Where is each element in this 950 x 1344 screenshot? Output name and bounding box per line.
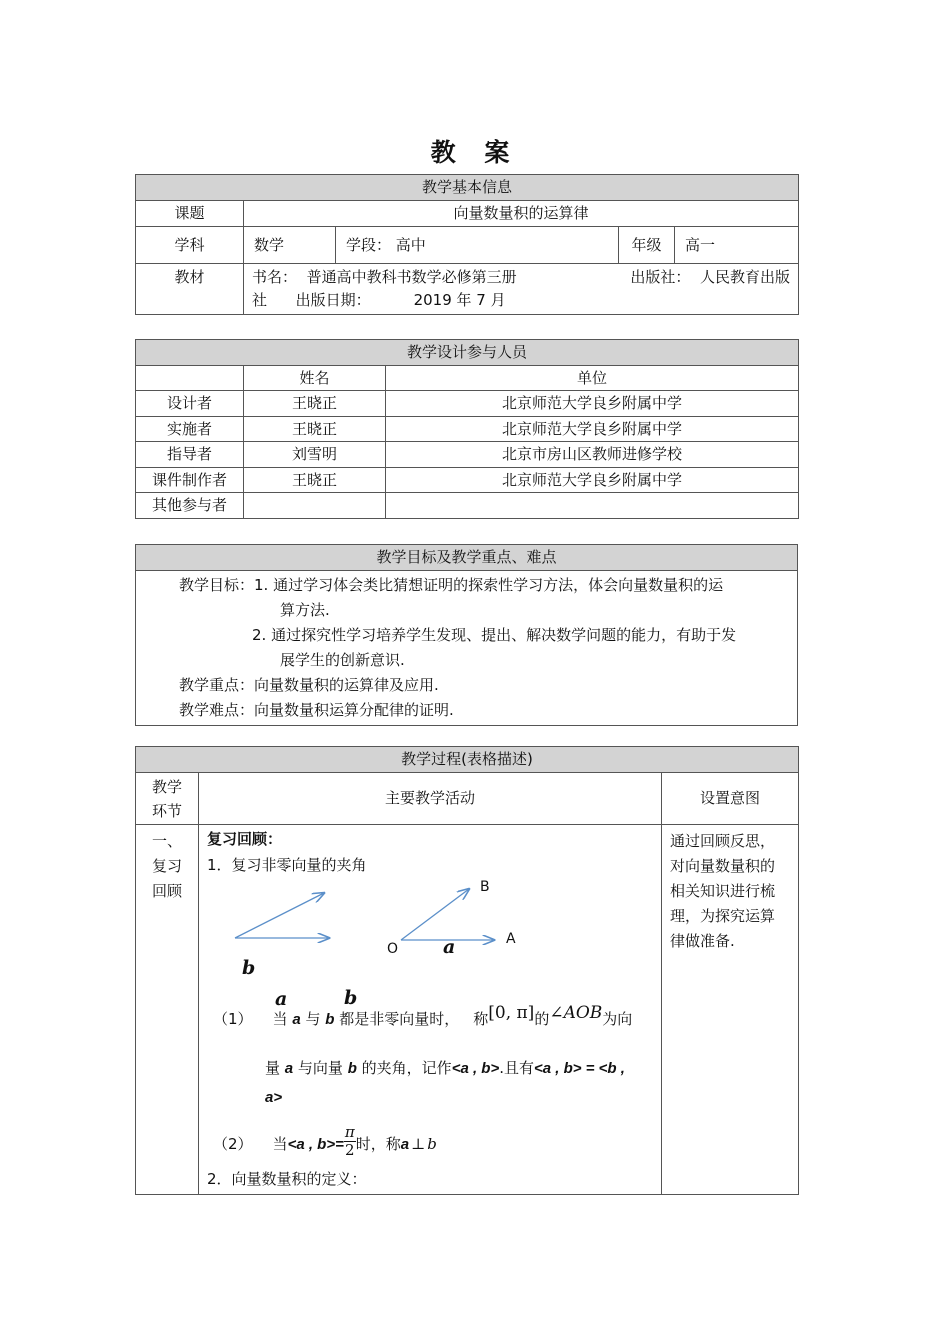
- para1-text: 与向量: [297, 1059, 343, 1077]
- staff-row: [136, 417, 799, 442]
- intent-cell: [662, 825, 799, 1195]
- intent-line: 律做准备.: [670, 932, 735, 950]
- label-b-right: b: [344, 987, 358, 1009]
- col-stage-line1: 教学: [151, 777, 182, 796]
- staff-role: 设计者: [136, 391, 244, 417]
- vector-b: b: [427, 1135, 437, 1153]
- key-label: 教学重点：: [179, 676, 255, 694]
- staff-name: 王晓正: [244, 468, 386, 493]
- staff-name: 刘雪明: [244, 442, 386, 468]
- staff-row: [136, 391, 799, 417]
- item2-text: 2．向量数量积的定义：: [207, 1170, 367, 1188]
- arrow-b-left: [235, 893, 324, 938]
- stage-cell: [136, 825, 199, 1195]
- goal2-line2: 展学生的创新意识.: [280, 651, 405, 669]
- staff-row: [136, 493, 799, 519]
- point-b: B: [480, 879, 490, 895]
- para1-text: 的: [534, 1010, 550, 1028]
- basic-info-header: 教学基本信息: [136, 175, 799, 201]
- staff-role: 课件制作者: [136, 468, 244, 493]
- goal1-line1: 1. 通过学习体会类比猜想证明的探索性学习方法，体会向量数量积的运: [254, 576, 724, 594]
- para1-text: 为向: [602, 1010, 633, 1028]
- subject-label: 学科: [136, 227, 244, 264]
- staff-name: 王晓正: [244, 417, 386, 442]
- vector-a: a: [400, 1136, 410, 1153]
- para1-num: （1）: [213, 1010, 253, 1028]
- para1-text: 当: [272, 1010, 288, 1028]
- goal2-line1: 2. 通过探究性学习培养学生发现、提出、解决数学问题的能力，有助于发: [252, 626, 737, 644]
- fraction-denominator: 2: [345, 1141, 355, 1159]
- staff-name: 王晓正: [244, 391, 386, 417]
- para2-num: （2）: [213, 1135, 253, 1153]
- staff-name: [244, 493, 386, 519]
- review-title: 复习回顾：: [207, 830, 283, 848]
- staff-col-name: 姓名: [244, 366, 386, 391]
- stage-cell: [336, 227, 619, 264]
- textbook-info: [244, 264, 799, 315]
- para1-line3: a>: [265, 1089, 283, 1106]
- stage-label: 学段：: [346, 235, 392, 254]
- staff-unit: 北京师范大学良乡附属中学: [386, 417, 799, 442]
- intent-line: 理，为探究运算: [670, 907, 776, 925]
- para1-text: .且有: [499, 1059, 534, 1077]
- document-title: 教 案: [430, 138, 520, 167]
- para1-line1: [213, 1003, 633, 1032]
- angle-equality: <a , b> = <b ,: [534, 1060, 625, 1077]
- goals-header: 教学目标及教学重点、难点: [136, 545, 798, 571]
- date-value: 2019 年 7 月: [413, 291, 506, 309]
- staff-role: 实施者: [136, 417, 244, 442]
- angle-notation: <a , b>=: [287, 1136, 344, 1153]
- grade-value: 高一: [675, 227, 799, 264]
- publisher-label: 出版社：: [630, 268, 691, 286]
- para1-line2: [265, 1058, 625, 1079]
- stage-line1: 一、: [151, 832, 182, 850]
- book-value: 普通高中教科书数学必修第三册: [306, 268, 517, 286]
- staff-unit: [386, 493, 799, 519]
- grade-label: 年级: [619, 227, 675, 264]
- para1-text: 称: [473, 1010, 489, 1028]
- staff-role: 指导者: [136, 442, 244, 468]
- topic-label: 课题: [136, 201, 244, 227]
- goals-table: [135, 544, 798, 726]
- process-table: [135, 746, 799, 1195]
- point-o: O: [387, 941, 399, 957]
- staff-row: [136, 442, 799, 468]
- col-stage: [136, 773, 199, 825]
- para1-text: 都是非零向量时，: [339, 1010, 460, 1028]
- publisher-value-cont: 社: [252, 291, 268, 309]
- textbook-label: 教材: [136, 264, 244, 315]
- difficulty-value: 向量数量积运算分配律的证明.: [254, 701, 454, 719]
- goals-body: [136, 571, 798, 726]
- staff-unit: 北京师范大学良乡附属中学: [386, 468, 799, 493]
- staff-role: 其他参与者: [136, 493, 244, 519]
- para2-line: [213, 1123, 437, 1162]
- subject-value: 数学: [244, 227, 336, 264]
- item1-text: 1．复习非零向量的夹角: [207, 856, 367, 874]
- book-label: 书名：: [252, 268, 298, 286]
- intent-line: 通过回顾反思，: [670, 832, 776, 850]
- col-stage-line2: 环节: [151, 801, 182, 820]
- vector-b: b: [347, 1060, 357, 1077]
- staff-blank-cell: [136, 366, 244, 391]
- col-intent: 设置意图: [662, 773, 799, 825]
- fraction-numerator: π: [344, 1123, 355, 1141]
- staff-table: [135, 339, 799, 519]
- stage-line2: 复习: [151, 857, 182, 875]
- stage-value: 高中: [395, 235, 426, 254]
- difficulty-label: 教学难点：: [179, 701, 255, 719]
- vector-a: a: [292, 1011, 301, 1028]
- vector-a: a: [284, 1060, 294, 1077]
- staff-unit: 北京师范大学良乡附属中学: [386, 391, 799, 417]
- vector-b: b: [325, 1011, 335, 1028]
- para2-text: 当: [272, 1135, 288, 1153]
- staff-unit: 北京市房山区教师进修学校: [386, 442, 799, 468]
- label-a-left: a: [275, 988, 288, 1010]
- key-value: 向量数量积的运算律及应用.: [254, 676, 439, 694]
- perpendicular-symbol: ⊥: [411, 1135, 426, 1153]
- col-activity: 主要教学活动: [199, 773, 662, 825]
- intent-line: 对向量数量积的: [670, 857, 776, 875]
- para2-text: 时，称: [355, 1135, 401, 1153]
- activity-cell: [199, 825, 662, 1195]
- para1-text: 与: [305, 1010, 321, 1028]
- goal1-line2: 算方法.: [280, 601, 330, 619]
- stage-line3: 回顾: [151, 882, 182, 900]
- angle-aob: ∠AOB: [549, 1003, 603, 1023]
- staff-row: [136, 468, 799, 493]
- basic-info-table: [135, 174, 799, 315]
- arrow-ob: [401, 889, 469, 940]
- intent-line: 相关知识进行梳: [670, 882, 776, 900]
- label-a-right: a: [443, 936, 456, 958]
- para1-text: 量: [265, 1059, 281, 1077]
- vector-angle-figure: [199, 875, 662, 975]
- point-a: A: [506, 931, 516, 947]
- interval-0-pi: [0, π]: [488, 1003, 535, 1023]
- goal-label: 教学目标：: [179, 576, 255, 594]
- para1-text: 的夹角，记作: [361, 1059, 452, 1077]
- process-header: 教学过程(表格描述): [136, 747, 799, 773]
- staff-col-unit: 单位: [386, 366, 799, 391]
- date-label: 出版日期：: [295, 291, 371, 309]
- topic-value: 向量数量积的运算律: [244, 201, 799, 227]
- staff-header: 教学设计参与人员: [136, 340, 799, 366]
- label-b-left: b: [242, 957, 256, 979]
- fraction-pi-2: [344, 1124, 356, 1159]
- angle-notation: <a , b>: [451, 1060, 500, 1077]
- publisher-value: 人民教育出版: [699, 268, 790, 286]
